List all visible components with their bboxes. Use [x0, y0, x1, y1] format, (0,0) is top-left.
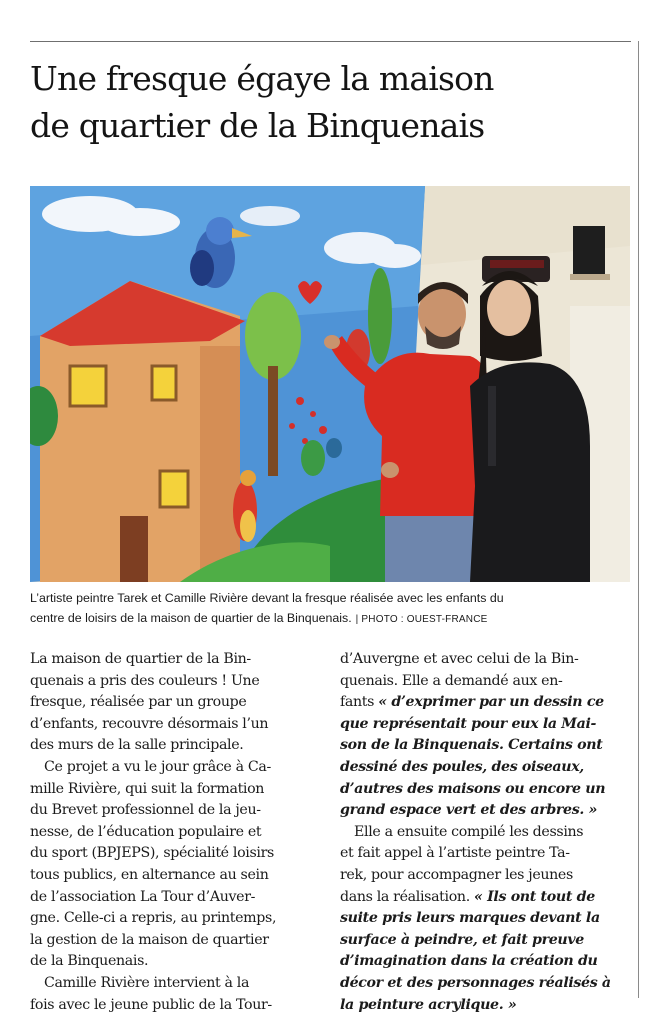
- quote-line: surface à peindre, et fait preuve: [340, 931, 584, 948]
- caption-line-2: centre de loisirs de la maison de quartier de la Binquenais.: [30, 611, 352, 625]
- body-line: du Brevet professionnel de la jeu-: [30, 802, 261, 819]
- body-line: d’enfants, recouvre désormais l’un: [30, 715, 269, 732]
- body-column-right: [340, 649, 633, 1016]
- body-line: fois avec le jeune public de la Tour-: [30, 996, 272, 1013]
- body-line: Elle a ensuite compilé les dessins: [354, 823, 584, 840]
- body-line: la gestion de la maison de quartier: [30, 931, 269, 948]
- quote-line: la peinture acrylique. »: [340, 996, 517, 1013]
- body-line: tous publics, en alternance au sein: [30, 866, 269, 883]
- headline-line-2: de quartier de la Binquenais: [30, 106, 485, 145]
- body-line: et fait appel à l’artiste peintre Ta-: [340, 845, 570, 862]
- body-line: rek, pour accompagner les jeunes: [340, 866, 573, 883]
- body-text: dans la réalisation.: [340, 888, 470, 905]
- body-line: fresque, réalisée par un groupe: [30, 694, 247, 711]
- headline: [30, 55, 630, 149]
- quote-line: décor et des personnages réalisés à: [340, 974, 611, 991]
- body-line: gne. Celle-ci a repris, au printemps,: [30, 910, 277, 927]
- quote-line: suite pris leurs marques devant la: [340, 910, 600, 927]
- caption-line-2-wrap: [30, 608, 635, 630]
- body-line: nesse, de l’éducation populaire et: [30, 823, 262, 840]
- caption-line-1: L’artiste peintre Tarek et Camille Rivière devant la fresque réalisée avec les enfants du: [30, 591, 504, 605]
- body-line: de la Binquenais.: [30, 953, 149, 970]
- quote-line: grand espace vert et des arbres. »: [340, 802, 598, 819]
- body-line: d’Auvergne et avec celui de la Bin-: [340, 651, 579, 667]
- quote-line: que représentait pour eux la Mai-: [340, 715, 597, 732]
- photo-caption: [30, 588, 635, 630]
- body-line: quenais a pris des couleurs ! Une: [30, 672, 260, 689]
- body-line: Camille Rivière intervient à la: [44, 974, 250, 991]
- quote-text: « d’exprimer par un dessin ce: [378, 694, 604, 711]
- article-photo: [30, 186, 630, 582]
- body-line: Ce projet a vu le jour grâce à Ca-: [44, 758, 271, 775]
- body-line: mille Rivière, qui suit la formation: [30, 780, 265, 797]
- body-text: fants: [340, 694, 375, 711]
- headline-line-1: Une fresque égaye la maison: [30, 59, 494, 98]
- body-line: de l’association La Tour d’Auver-: [30, 888, 256, 905]
- quote-line: d’autres des maisons ou encore un: [340, 780, 606, 797]
- column-rule: [638, 41, 639, 998]
- body-line: quenais. Elle a demandé aux en-: [340, 672, 563, 689]
- quote-text: « Ils ont tout de: [474, 888, 595, 905]
- body-line: des murs de la salle principale.: [30, 737, 244, 754]
- top-rule: [30, 41, 631, 42]
- body-line: du sport (BPJEPS), spécialité loisirs: [30, 845, 274, 862]
- quote-line: d’imagination dans la création du: [340, 953, 598, 970]
- body-line: La maison de quartier de la Bin-: [30, 651, 251, 667]
- quote-line: dessiné des poules, des oiseaux,: [340, 758, 584, 775]
- quote-line: son de la Binquenais. Certains ont: [340, 737, 603, 754]
- body-line-wrap: [340, 887, 633, 909]
- body-line-wrap: [340, 692, 633, 714]
- body-column-left: [30, 649, 330, 1016]
- photo-credit: | PHOTO : OUEST-FRANCE: [355, 614, 488, 625]
